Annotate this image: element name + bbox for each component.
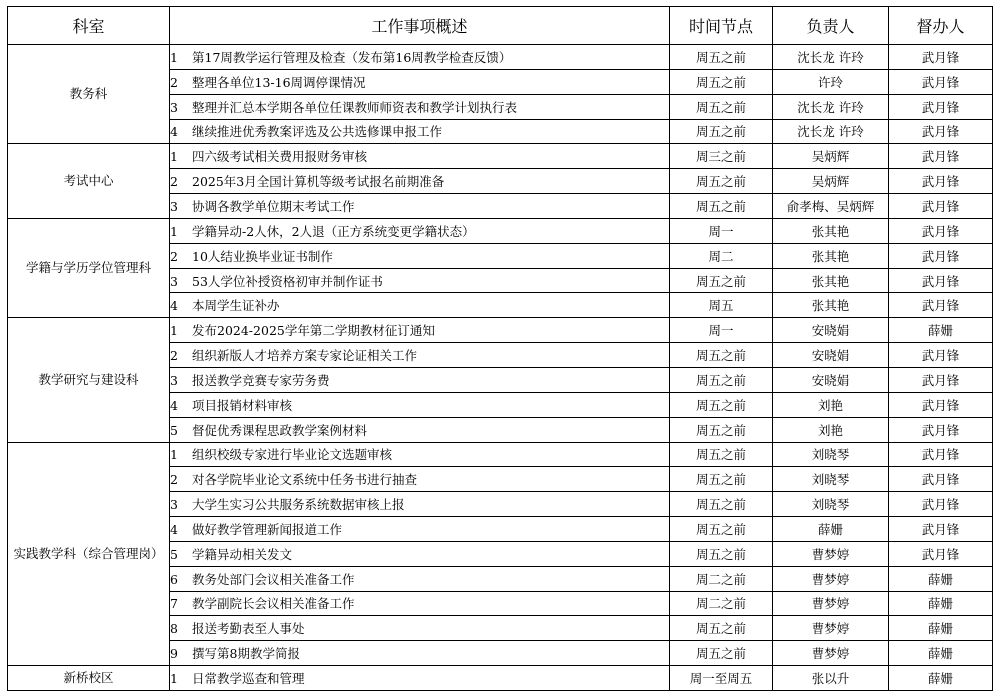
time-cell: 周五之前 (670, 541, 773, 566)
time-cell: 周五之前 (670, 616, 773, 641)
item-cell (170, 367, 670, 392)
supervisor-cell: 武月锋 (889, 69, 993, 94)
time-cell: 周五之前 (670, 417, 773, 442)
item-cell (170, 119, 670, 144)
supervisor-cell: 武月锋 (889, 492, 993, 517)
owner-cell: 刘晓琴 (773, 442, 889, 467)
supervisor-cell: 薛姗 (889, 591, 993, 616)
item-number: 4 (170, 521, 178, 537)
owner-cell: 沈长龙 许玲 (773, 119, 889, 144)
owner-cell: 俞孝梅、吴炳辉 (773, 194, 889, 219)
supervisor-cell: 武月锋 (889, 417, 993, 442)
supervisor-cell: 武月锋 (889, 517, 993, 542)
item-cell (170, 492, 670, 517)
supervisor-cell: 薛姗 (889, 666, 993, 691)
time-cell: 周五之前 (670, 641, 773, 666)
item-number: 3 (170, 99, 178, 115)
item-cell (170, 442, 670, 467)
time-cell: 周二 (670, 243, 773, 268)
table-row (8, 318, 993, 343)
owner-cell: 曹梦婷 (773, 641, 889, 666)
item-number: 1 (170, 447, 178, 463)
item-cell (170, 641, 670, 666)
item-number: 1 (170, 323, 178, 339)
header-time: 时间节点 (670, 7, 773, 45)
item-text: 大学生实习公共服务系统数据审核上报 (192, 497, 405, 513)
item-cell (170, 343, 670, 368)
supervisor-cell: 武月锋 (889, 45, 993, 70)
item-cell (170, 243, 670, 268)
item-text: 组织新版人才培养方案专家论证相关工作 (192, 348, 418, 364)
item-number: 9 (170, 646, 178, 662)
item-text: 协调各教学单位期末考试工作 (192, 198, 355, 214)
item-cell (170, 392, 670, 417)
header-owner: 负责人 (773, 7, 889, 45)
item-cell (170, 517, 670, 542)
time-cell: 周五之前 (670, 69, 773, 94)
item-number: 3 (170, 198, 178, 214)
header-supervisor: 督办人 (889, 7, 993, 45)
item-cell (170, 144, 670, 169)
item-cell (170, 169, 670, 194)
owner-cell: 许玲 (773, 69, 889, 94)
time-cell: 周五之前 (670, 492, 773, 517)
table-row (8, 144, 993, 169)
item-text: 10人结业换毕业证书制作 (192, 248, 333, 264)
supervisor-cell: 武月锋 (889, 144, 993, 169)
table-header-row (8, 7, 993, 45)
item-cell (170, 293, 670, 318)
item-number: 4 (170, 124, 178, 140)
item-number: 2 (170, 174, 178, 190)
item-text: 53人学位补授资格初审并制作证书 (192, 273, 383, 289)
time-cell: 周五之前 (670, 45, 773, 70)
owner-cell: 薛姗 (773, 517, 889, 542)
owner-cell: 曹梦婷 (773, 566, 889, 591)
item-number: 1 (170, 223, 178, 239)
table-row (8, 442, 993, 467)
item-cell (170, 69, 670, 94)
item-number: 1 (170, 149, 178, 165)
item-number: 8 (170, 621, 178, 637)
item-text: 2025年3月全国计算机等级考试报名前期准备 (192, 174, 445, 190)
time-cell: 周五之前 (670, 467, 773, 492)
item-cell (170, 318, 670, 343)
item-number: 3 (170, 273, 178, 289)
item-cell (170, 218, 670, 243)
item-text: 组织校级专家进行毕业论文选题审核 (192, 447, 393, 463)
item-cell (170, 591, 670, 616)
item-text: 教学副院长会议相关准备工作 (192, 596, 355, 612)
time-cell: 周五之前 (670, 517, 773, 542)
supervisor-cell: 薛姗 (889, 566, 993, 591)
time-cell: 周一 (670, 218, 773, 243)
supervisor-cell: 武月锋 (889, 467, 993, 492)
owner-cell: 刘艳 (773, 392, 889, 417)
item-cell (170, 616, 670, 641)
item-text: 督促优秀课程思政教学案例材料 (192, 422, 368, 438)
work-schedule-table (7, 6, 993, 691)
owner-cell: 安晓娟 (773, 367, 889, 392)
item-text: 报送教学竞赛专家劳务费 (192, 372, 330, 388)
owner-cell: 曹梦婷 (773, 591, 889, 616)
supervisor-cell: 武月锋 (889, 442, 993, 467)
dept-cell: 学籍与学历学位管理科 (8, 218, 170, 317)
owner-cell: 张以升 (773, 666, 889, 691)
item-cell (170, 194, 670, 219)
item-number: 3 (170, 372, 178, 388)
supervisor-cell: 武月锋 (889, 94, 993, 119)
item-number: 1 (170, 49, 178, 65)
owner-cell: 沈长龙 许玲 (773, 94, 889, 119)
item-cell (170, 541, 670, 566)
item-number: 2 (170, 472, 178, 488)
owner-cell: 张其艳 (773, 293, 889, 318)
item-number: 2 (170, 74, 178, 90)
table-row (8, 45, 993, 70)
supervisor-cell: 薛姗 (889, 318, 993, 343)
owner-cell: 吴炳辉 (773, 144, 889, 169)
time-cell: 周五之前 (670, 442, 773, 467)
item-number: 1 (170, 671, 178, 687)
item-number: 2 (170, 348, 178, 364)
owner-cell: 张其艳 (773, 268, 889, 293)
item-text: 项目报销材料审核 (192, 397, 293, 413)
item-cell (170, 467, 670, 492)
time-cell: 周五之前 (670, 343, 773, 368)
owner-cell: 张其艳 (773, 243, 889, 268)
time-cell: 周五之前 (670, 367, 773, 392)
time-cell: 周二之前 (670, 566, 773, 591)
item-text: 四六级考试相关费用报财务审核 (192, 149, 368, 165)
item-cell (170, 566, 670, 591)
item-number: 7 (170, 596, 178, 612)
item-text: 继续推进优秀教案评选及公共选修课申报工作 (192, 124, 443, 140)
item-text: 第17周教学运行管理及检查（发布第16周教学检查反馈） (192, 49, 512, 65)
table-row (8, 666, 993, 691)
dept-cell: 考试中心 (8, 144, 170, 219)
supervisor-cell: 薛姗 (889, 616, 993, 641)
item-number: 5 (170, 546, 178, 562)
item-number: 4 (170, 298, 178, 314)
item-text: 报送考勤表至人事处 (192, 621, 305, 637)
supervisor-cell: 武月锋 (889, 343, 993, 368)
table-row (8, 218, 993, 243)
header-item: 工作事项概述 (170, 7, 670, 45)
owner-cell: 刘晓琴 (773, 467, 889, 492)
item-text: 撰写第8期教学简报 (192, 646, 300, 662)
item-text: 本周学生证补办 (192, 298, 280, 314)
time-cell: 周五之前 (670, 194, 773, 219)
time-cell: 周五之前 (670, 268, 773, 293)
item-text: 整理并汇总本学期各单位任课教师师资表和教学计划执行表 (192, 99, 518, 115)
supervisor-cell: 武月锋 (889, 169, 993, 194)
time-cell: 周五之前 (670, 169, 773, 194)
owner-cell: 吴炳辉 (773, 169, 889, 194)
supervisor-cell: 薛姗 (889, 641, 993, 666)
owner-cell: 曹梦婷 (773, 616, 889, 641)
dept-cell: 新桥校区 (8, 666, 170, 691)
item-cell (170, 94, 670, 119)
supervisor-cell: 武月锋 (889, 194, 993, 219)
item-number: 6 (170, 571, 178, 587)
supervisor-cell: 武月锋 (889, 293, 993, 318)
item-number: 5 (170, 422, 178, 438)
dept-cell: 教学研究与建设科 (8, 318, 170, 442)
dept-cell: 教务科 (8, 45, 170, 144)
time-cell: 周五 (670, 293, 773, 318)
time-cell: 周三之前 (670, 144, 773, 169)
time-cell: 周一至周五 (670, 666, 773, 691)
supervisor-cell: 武月锋 (889, 392, 993, 417)
item-text: 对各学院毕业论文系统中任务书进行抽查 (192, 472, 418, 488)
owner-cell: 刘晓琴 (773, 492, 889, 517)
item-number: 2 (170, 248, 178, 264)
supervisor-cell: 武月锋 (889, 268, 993, 293)
supervisor-cell: 武月锋 (889, 367, 993, 392)
item-text: 发布2024-2025学年第二学期教材征订通知 (192, 323, 435, 339)
item-cell (170, 268, 670, 293)
item-text: 整理各单位13-16周调停课情况 (192, 74, 366, 90)
table-body (8, 45, 993, 691)
item-text: 学籍异动-2人休，2人退（正方系统变更学籍状态） (192, 223, 475, 239)
time-cell: 周二之前 (670, 591, 773, 616)
owner-cell: 曹梦婷 (773, 541, 889, 566)
owner-cell: 张其艳 (773, 218, 889, 243)
time-cell: 周五之前 (670, 119, 773, 144)
dept-cell: 实践教学科（综合管理岗） (8, 442, 170, 666)
owner-cell: 沈长龙 许玲 (773, 45, 889, 70)
item-number: 4 (170, 397, 178, 413)
supervisor-cell: 武月锋 (889, 218, 993, 243)
item-text: 日常教学巡查和管理 (192, 671, 305, 687)
item-cell (170, 666, 670, 691)
item-cell (170, 45, 670, 70)
supervisor-cell: 武月锋 (889, 243, 993, 268)
item-text: 做好教学管理新闻报道工作 (192, 521, 343, 537)
time-cell: 周五之前 (670, 94, 773, 119)
time-cell: 周一 (670, 318, 773, 343)
supervisor-cell: 武月锋 (889, 119, 993, 144)
owner-cell: 安晓娟 (773, 318, 889, 343)
owner-cell: 安晓娟 (773, 343, 889, 368)
owner-cell: 刘艳 (773, 417, 889, 442)
item-text: 教务处部门会议相关准备工作 (192, 571, 355, 587)
item-number: 3 (170, 497, 178, 513)
time-cell: 周五之前 (670, 392, 773, 417)
supervisor-cell: 武月锋 (889, 541, 993, 566)
item-text: 学籍异动相关发文 (192, 546, 293, 562)
header-dept: 科室 (8, 7, 170, 45)
item-cell (170, 417, 670, 442)
